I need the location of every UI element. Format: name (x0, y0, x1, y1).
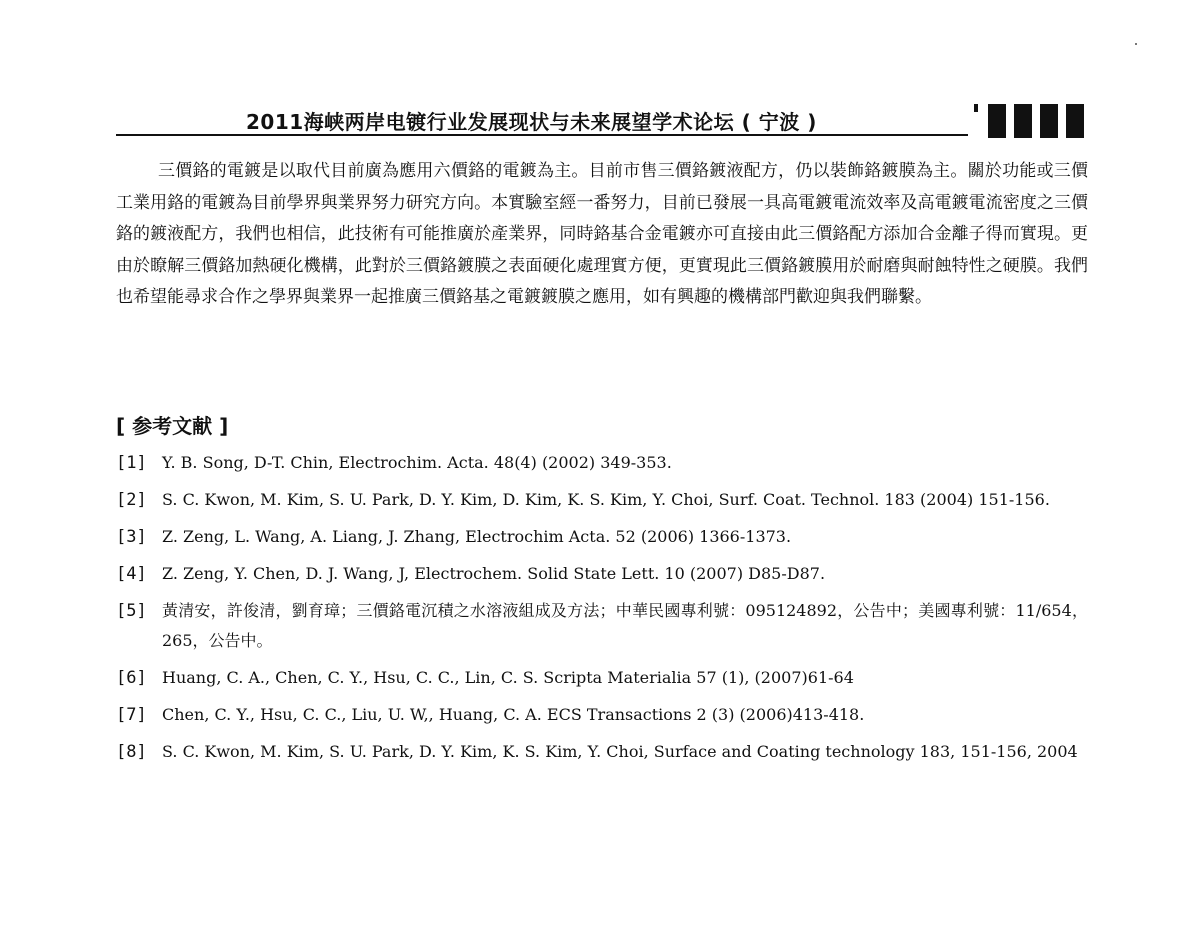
reference-item (116, 485, 1088, 515)
references-heading: [ 参考文献 ] (116, 414, 229, 438)
reference-text: Y. B. Song, D-T. Chin, Electrochim. Acta. 48(4) (2002) 349-353. (162, 453, 672, 472)
header-marks (974, 104, 1084, 138)
reference-number: [3] (116, 527, 147, 547)
header-mark-small (974, 104, 978, 112)
header-mark-1 (988, 104, 1006, 138)
header-mark-2 (1014, 104, 1032, 138)
reference-number: [4] (116, 564, 147, 584)
reference-item (116, 737, 1088, 767)
header-mark-4 (1066, 104, 1084, 138)
reference-number: [1] (116, 453, 147, 473)
reference-item (116, 663, 1088, 693)
header-mark-3 (1040, 104, 1058, 138)
reference-item (116, 596, 1088, 656)
reference-number: [5] (116, 601, 147, 621)
reference-text: 黃清安，許俊清，劉育璋；三價鉻電沉積之水溶液組成及方法；中華民國專利號：095124892，公告中；美國專利號：11/654，265，公告中。 (162, 601, 1088, 650)
reference-number: [6] (116, 668, 147, 688)
reference-item (116, 700, 1088, 730)
header-rule (116, 134, 968, 136)
reference-list (116, 448, 1088, 774)
reference-item (116, 559, 1088, 589)
reference-item (116, 448, 1088, 478)
page-header (116, 104, 1086, 142)
reference-item (116, 522, 1088, 552)
body-paragraph: 三價鉻的電鍍是以取代目前廣為應用六價鉻的電鍍為主。目前市售三價鉻鍍液配方，仍以裝飾鉻鍍膜為主。關於功能或三價工業用鉻的電鍍為目前學界與業界努力研究方向。本實驗室經一番努力，目前已發展一具高電鍍電流效率及高電鍍電流密度之三價鉻的鍍液配方，我們也相信，此技術有可能推廣於產業界，同時鉻基合金電鍍亦可直接由此三價鉻配方添加合金離子得而實現。更由於瞭解三價鉻加熱硬化機構，此對於三價鉻鍍膜之表面硬化處理實方便，更實現此三價鉻鍍膜用於耐磨與耐蝕特性之硬膜。我們也希望能尋求合作之學界與業界一起推廣三價鉻基之電鍍鍍膜之應用，如有興趣的機構部門歡迎與我們聯繫。 (116, 161, 1088, 307)
reference-number: [8] (116, 742, 147, 762)
scan-speck (1135, 43, 1137, 45)
reference-number: [2] (116, 490, 147, 510)
reference-text: S. C. Kwon, M. Kim, S. U. Park, D. Y. Kim, K. S. Kim, Y. Choi, Surface and Coating technology 183, 151-156, 2004 (162, 742, 1078, 761)
reference-text: Huang, C. A., Chen, C. Y., Hsu, C. C., Lin, C. S. Scripta Materialia 57 (1), (2007)61-64 (162, 668, 854, 687)
reference-text: Z. Zeng, Y. Chen, D. J. Wang, J, Electrochem. Solid State Lett. 10 (2007) D85-D87. (162, 564, 826, 583)
reference-number: [7] (116, 705, 147, 725)
reference-text: S. C. Kwon, M. Kim, S. U. Park, D. Y. Kim, D. Kim, K. S. Kim, Y. Choi, Surf. Coat. Technol. 183 (2004) 151-156. (162, 490, 1050, 509)
reference-text: Chen, C. Y., Hsu, C. C., Liu, U. W,, Huang, C. A. ECS Transactions 2 (3) (2006)413-418. (162, 705, 865, 724)
header-title: 2011海峡两岸电镀行业发展现状与未来展望学术论坛 ( 宁波 ) (246, 110, 817, 134)
reference-text: Z. Zeng, L. Wang, A. Liang, J. Zhang, Electrochim Acta. 52 (2006) 1366-1373. (162, 527, 792, 546)
